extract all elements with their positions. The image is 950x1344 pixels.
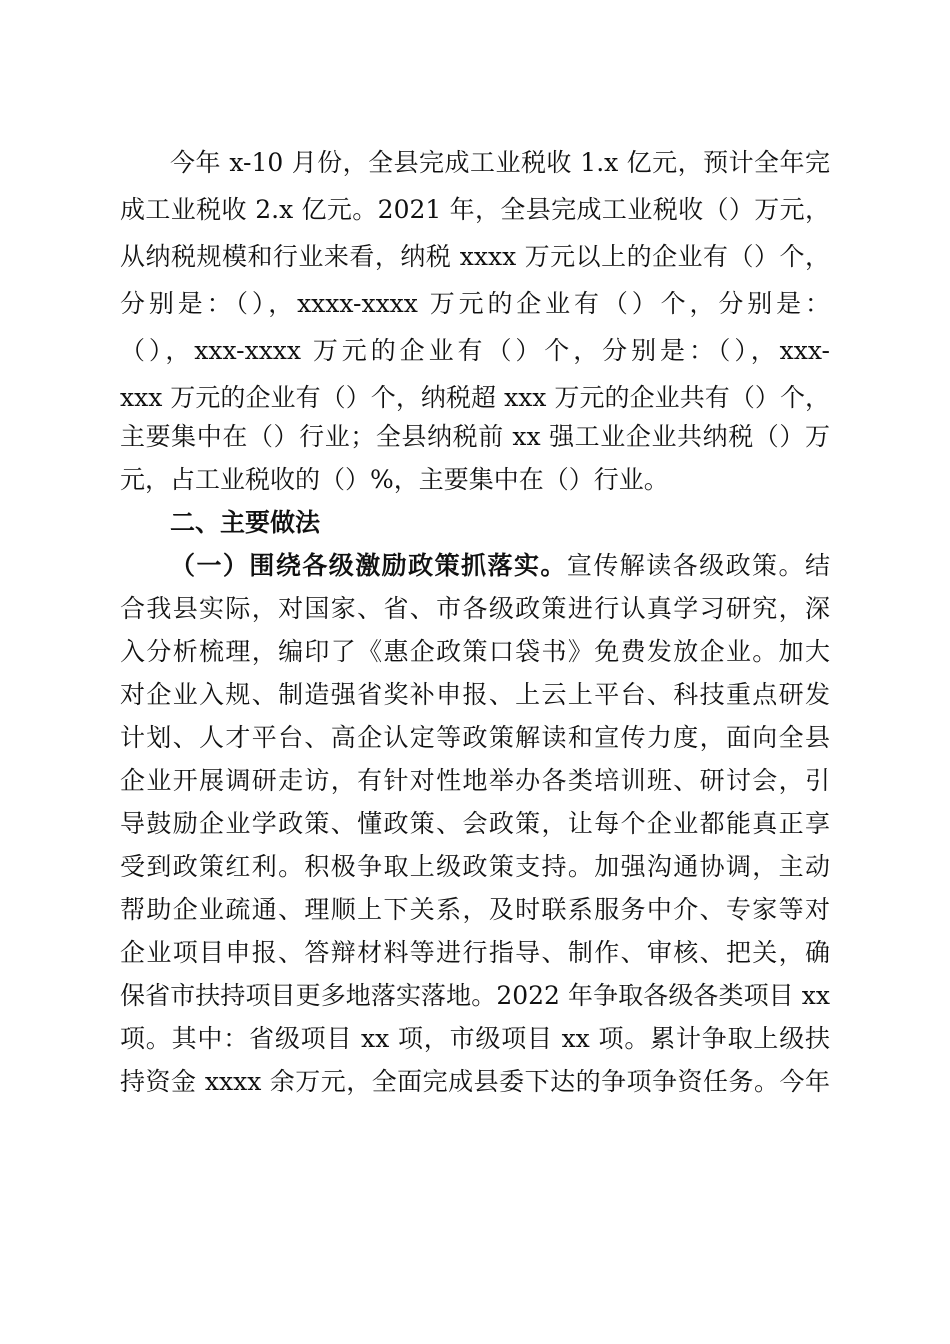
paragraph-2-line-1 <box>170 546 830 586</box>
paragraph-1-line-1: 今年 x-10 月份，全县完成工业税收 1.x 亿元，预计全年完 <box>170 148 830 177</box>
paragraph-2-line-4: 对企业入规、制造强省奖补申报、上云上平台、科技重点研发 <box>120 680 830 709</box>
paragraph-2-line-8: 受到政策红利。积极争取上级政策支持。加强沟通协调，主动 <box>120 852 830 881</box>
paragraph-2-line-7: 导鼓励企业学政策、懂政策、会政策，让每个企业都能真正享 <box>120 809 830 838</box>
paragraph-2-line-1-rest: 宣传解读各级政策。结 <box>566 551 830 580</box>
paragraph-2-line-9: 帮助企业疏通、理顺上下关系，及时联系服务中介、专家等对 <box>120 895 830 924</box>
paragraph-1-line-5: （），xxx-xxxx 万元的企业有（）个，分别是：（），xxx- <box>120 336 830 365</box>
section-2-heading: 二、主要做法 <box>170 508 321 537</box>
paragraph-2-line-3: 入分析梳理，编印了《惠企政策口袋书》免费发放企业。加大 <box>120 637 830 666</box>
paragraph-1-line-6: xxx 万元的企业有（）个，纳税超 xxx 万元的企业共有（）个， <box>120 383 830 412</box>
paragraph-1-line-7: 主要集中在（）行业；全县纳税前 xx 强工业企业共纳税（）万 <box>120 422 830 451</box>
paragraph-2-line-10: 企业项目申报、答辩材料等进行指导、制作、审核、把关，确 <box>120 938 830 967</box>
paragraph-2-subheading: （一）围绕各级激励政策抓落实。 <box>170 551 567 580</box>
paragraph-2-line-11: 保省市扶持项目更多地落实落地。2022 年争取各级各类项目 xx <box>120 981 830 1010</box>
paragraph-2-line-2: 合我县实际，对国家、省、市各级政策进行认真学习研究，深 <box>120 594 830 623</box>
paragraph-1-line-4: 分别是：（），xxxx-xxxx 万元的企业有（）个，分别是： <box>120 289 830 318</box>
paragraph-2-line-6: 企业开展调研走访，有针对性地举办各类培训班、研讨会，引 <box>120 766 830 795</box>
paragraph-1-line-2: 成工业税收 2.x 亿元。2021 年，全县完成工业税收（）万元， <box>120 195 830 224</box>
paragraph-2-line-5: 计划、人才平台、高企认定等政策解读和宣传力度，面向全县 <box>120 723 830 752</box>
paragraph-1-line-8: 元，占工业税收的（）%，主要集中在（）行业。 <box>120 465 669 494</box>
paragraph-1-line-3: 从纳税规模和行业来看，纳税 xxxx 万元以上的企业有（）个， <box>120 242 830 271</box>
paragraph-2-line-12: 项。其中：省级项目 xx 项，市级项目 xx 项。累计争取上级扶 <box>120 1024 830 1053</box>
paragraph-2-line-13: 持资金 xxxx 余万元，全面完成县委下达的争项争资任务。今年 <box>120 1067 830 1096</box>
